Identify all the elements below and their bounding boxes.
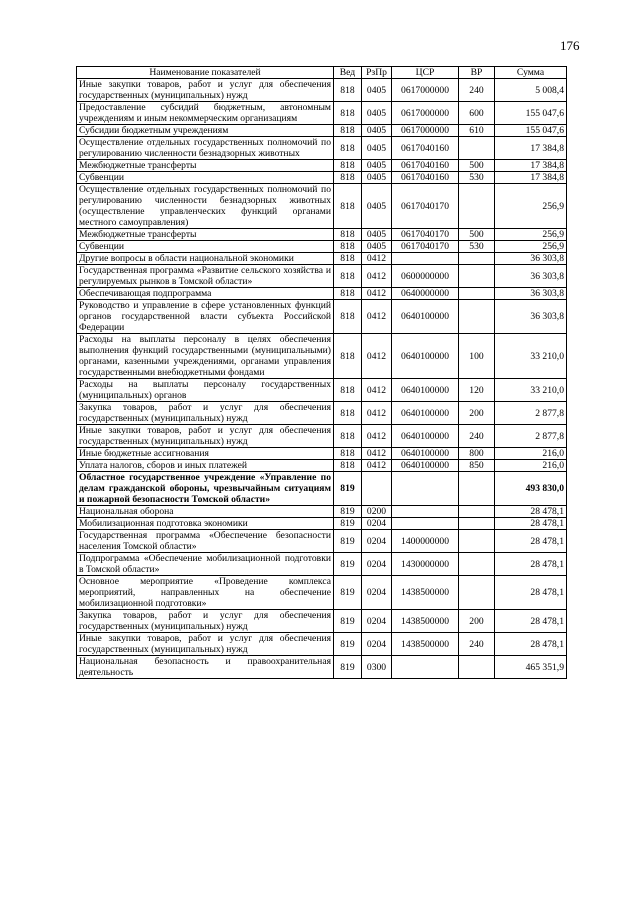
cell-sum: 493 830,0	[495, 472, 567, 506]
cell-rzpr: 0412	[362, 334, 392, 379]
cell-vr: 100	[459, 334, 495, 379]
table-row	[77, 553, 567, 576]
cell-rzpr: 0405	[362, 137, 392, 160]
cell-vr: 200	[459, 610, 495, 633]
cell-vr: 200	[459, 402, 495, 425]
cell-vr	[459, 656, 495, 679]
table-row	[77, 379, 567, 402]
table-row	[77, 79, 567, 102]
cell-sum: 36 303,8	[495, 265, 567, 288]
cell-ved: 818	[334, 288, 362, 300]
cell-ved: 819	[334, 576, 362, 610]
column-header-vr: ВР	[459, 67, 495, 79]
cell-vr	[459, 530, 495, 553]
cell-csr: 0617040160	[392, 172, 459, 184]
cell-csr: 1438500000	[392, 610, 459, 633]
cell-ved: 818	[334, 102, 362, 125]
column-header-sum: Сумма	[495, 67, 567, 79]
cell-sum: 2 877,8	[495, 425, 567, 448]
cell-name: Иные бюджетные ассигнования	[77, 448, 334, 460]
cell-rzpr: 0412	[362, 265, 392, 288]
cell-ved: 819	[334, 518, 362, 530]
column-header-csr: ЦСР	[392, 67, 459, 79]
cell-ved: 818	[334, 448, 362, 460]
cell-name: Расходы на выплаты персоналу государственных (муниципальных) органов	[77, 379, 334, 402]
cell-sum: 36 303,8	[495, 253, 567, 265]
cell-name: Субвенции	[77, 172, 334, 184]
cell-csr: 0617000000	[392, 102, 459, 125]
table-row	[77, 137, 567, 160]
cell-sum: 256,9	[495, 241, 567, 253]
cell-name: Областное государственное учреждение «Управление по делам гражданской обороны, чрезвычайным ситуациям и пожарной безопасности Томской области»	[77, 472, 334, 506]
cell-csr: 0640100000	[392, 379, 459, 402]
column-header-rzpr: РзПр	[362, 67, 392, 79]
cell-sum: 28 478,1	[495, 506, 567, 518]
cell-ved: 818	[334, 160, 362, 172]
table-row	[77, 425, 567, 448]
table-row	[77, 576, 567, 610]
table-row	[77, 448, 567, 460]
cell-rzpr	[362, 472, 392, 506]
cell-name: Другие вопросы в области национальной экономики	[77, 253, 334, 265]
cell-rzpr: 0405	[362, 79, 392, 102]
cell-name: Субсидии бюджетным учреждениям	[77, 125, 334, 137]
cell-rzpr: 0412	[362, 402, 392, 425]
cell-rzpr: 0405	[362, 125, 392, 137]
cell-sum: 28 478,1	[495, 518, 567, 530]
column-header-name: Наименование показателей	[77, 67, 334, 79]
cell-name: Межбюджетные трансферты	[77, 160, 334, 172]
table-row	[77, 472, 567, 506]
cell-ved: 818	[334, 137, 362, 160]
cell-ved: 819	[334, 530, 362, 553]
cell-name: Закупка товаров, работ и услуг для обеспечения государственных (муниципальных) нужд	[77, 402, 334, 425]
cell-vr: 240	[459, 633, 495, 656]
cell-ved: 818	[334, 300, 362, 334]
cell-name: Обеспечивающая подпрограмма	[77, 288, 334, 300]
cell-csr	[392, 253, 459, 265]
cell-sum: 256,9	[495, 229, 567, 241]
cell-ved: 818	[334, 79, 362, 102]
cell-rzpr: 0412	[362, 300, 392, 334]
cell-name: Субвенции	[77, 241, 334, 253]
cell-csr: 0640100000	[392, 334, 459, 379]
cell-rzpr: 0405	[362, 160, 392, 172]
cell-csr: 0617040160	[392, 137, 459, 160]
budget-table	[76, 66, 567, 679]
cell-sum: 28 478,1	[495, 610, 567, 633]
cell-name: Мобилизационная подготовка экономики	[77, 518, 334, 530]
cell-name: Национальная оборона	[77, 506, 334, 518]
cell-csr: 0640100000	[392, 425, 459, 448]
cell-sum: 5 008,4	[495, 79, 567, 102]
cell-ved: 819	[334, 656, 362, 679]
cell-sum: 17 384,8	[495, 160, 567, 172]
cell-rzpr: 0412	[362, 253, 392, 265]
table-body	[77, 79, 567, 679]
cell-ved: 818	[334, 229, 362, 241]
cell-rzpr: 0405	[362, 102, 392, 125]
cell-csr: 0617040160	[392, 160, 459, 172]
cell-name: Руководство и управление в сфере установленных функций органов государственной власти субъекта Российской Федерации	[77, 300, 334, 334]
cell-rzpr: 0412	[362, 425, 392, 448]
cell-sum: 33 210,0	[495, 379, 567, 402]
cell-ved: 819	[334, 506, 362, 518]
cell-csr: 1430000000	[392, 553, 459, 576]
table-row	[77, 610, 567, 633]
cell-sum: 36 303,8	[495, 300, 567, 334]
cell-sum: 216,0	[495, 460, 567, 472]
cell-rzpr: 0405	[362, 184, 392, 229]
cell-rzpr: 0204	[362, 633, 392, 656]
table-row	[77, 460, 567, 472]
cell-name: Иные закупки товаров, работ и услуг для обеспечения государственных (муниципальных) нужд	[77, 79, 334, 102]
cell-vr	[459, 300, 495, 334]
cell-csr: 0640100000	[392, 448, 459, 460]
cell-csr: 0600000000	[392, 265, 459, 288]
cell-vr	[459, 518, 495, 530]
cell-rzpr: 0412	[362, 460, 392, 472]
cell-csr	[392, 518, 459, 530]
table-row	[77, 229, 567, 241]
cell-sum: 155 047,6	[495, 125, 567, 137]
cell-vr: 610	[459, 125, 495, 137]
table-row	[77, 518, 567, 530]
cell-name: Государственная программа «Обеспечение безопасности населения Томской области»	[77, 530, 334, 553]
cell-csr: 0640100000	[392, 300, 459, 334]
cell-rzpr: 0412	[362, 288, 392, 300]
cell-vr	[459, 506, 495, 518]
table-row	[77, 530, 567, 553]
cell-vr: 800	[459, 448, 495, 460]
cell-sum: 36 303,8	[495, 288, 567, 300]
cell-csr	[392, 656, 459, 679]
cell-ved: 819	[334, 610, 362, 633]
cell-sum: 28 478,1	[495, 576, 567, 610]
cell-vr: 240	[459, 425, 495, 448]
cell-vr: 500	[459, 160, 495, 172]
cell-rzpr: 0204	[362, 530, 392, 553]
cell-vr: 500	[459, 229, 495, 241]
table-row	[77, 172, 567, 184]
cell-rzpr: 0405	[362, 172, 392, 184]
cell-csr: 0617040170	[392, 241, 459, 253]
cell-name: Осуществление отдельных государственных полномочий по регулированию численности безнадзорных животных (осуществление управленческих функций органами местного самоуправления)	[77, 184, 334, 229]
cell-csr	[392, 506, 459, 518]
table-row	[77, 241, 567, 253]
cell-ved: 818	[334, 425, 362, 448]
cell-sum: 17 384,8	[495, 137, 567, 160]
cell-ved: 818	[334, 402, 362, 425]
cell-vr	[459, 137, 495, 160]
table-row	[77, 102, 567, 125]
cell-name: Национальная безопасность и правоохранительная деятельность	[77, 656, 334, 679]
cell-ved: 818	[334, 460, 362, 472]
cell-name: Осуществление отдельных государственных полномочий по регулированию численности безнадзорных животных	[77, 137, 334, 160]
cell-vr	[459, 472, 495, 506]
cell-name: Расходы на выплаты персоналу в целях обеспечения выполнения функций государственными (муниципальными) органами, казенными учреждениями, органами управления государственными внебюджетными фондами	[77, 334, 334, 379]
cell-name: Уплата налогов, сборов и иных платежей	[77, 460, 334, 472]
cell-sum: 17 384,8	[495, 172, 567, 184]
cell-ved: 818	[334, 172, 362, 184]
cell-rzpr: 0204	[362, 518, 392, 530]
cell-rzpr: 0412	[362, 379, 392, 402]
table-row	[77, 300, 567, 334]
table-header-row	[77, 67, 567, 79]
cell-rzpr: 0204	[362, 610, 392, 633]
table-row	[77, 633, 567, 656]
cell-ved: 818	[334, 379, 362, 402]
cell-rzpr: 0405	[362, 241, 392, 253]
page-number: 176	[560, 38, 580, 53]
cell-vr	[459, 265, 495, 288]
cell-vr: 850	[459, 460, 495, 472]
cell-name: Иные закупки товаров, работ и услуг для обеспечения государственных (муниципальных) нужд	[77, 633, 334, 656]
table-row	[77, 265, 567, 288]
cell-ved: 819	[334, 553, 362, 576]
cell-name: Государственная программа «Развитие сельского хозяйства и регулируемых рынков в Томской области»	[77, 265, 334, 288]
cell-name: Межбюджетные трансферты	[77, 229, 334, 241]
cell-rzpr: 0405	[362, 229, 392, 241]
cell-csr: 0640000000	[392, 288, 459, 300]
cell-csr: 0640100000	[392, 402, 459, 425]
cell-rzpr: 0300	[362, 656, 392, 679]
cell-vr	[459, 553, 495, 576]
cell-ved: 818	[334, 241, 362, 253]
cell-vr	[459, 288, 495, 300]
cell-csr: 1400000000	[392, 530, 459, 553]
table-row	[77, 184, 567, 229]
cell-vr: 530	[459, 172, 495, 184]
cell-sum: 28 478,1	[495, 633, 567, 656]
cell-csr: 0617040170	[392, 229, 459, 241]
cell-csr: 0617000000	[392, 125, 459, 137]
cell-sum: 256,9	[495, 184, 567, 229]
cell-ved: 818	[334, 253, 362, 265]
cell-csr: 0617040170	[392, 184, 459, 229]
cell-csr: 1438500000	[392, 633, 459, 656]
cell-name: Основное мероприятие «Проведение комплекса мероприятий, направленных на обеспечение мобилизационной подготовки»	[77, 576, 334, 610]
cell-sum: 33 210,0	[495, 334, 567, 379]
cell-ved: 818	[334, 125, 362, 137]
cell-vr: 240	[459, 79, 495, 102]
cell-name: Закупка товаров, работ и услуг для обеспечения государственных (муниципальных) нужд	[77, 610, 334, 633]
table-row	[77, 656, 567, 679]
cell-sum: 2 877,8	[495, 402, 567, 425]
cell-rzpr: 0412	[362, 448, 392, 460]
cell-vr	[459, 184, 495, 229]
cell-csr: 1438500000	[392, 576, 459, 610]
cell-ved: 818	[334, 184, 362, 229]
cell-sum: 28 478,1	[495, 530, 567, 553]
cell-vr	[459, 576, 495, 610]
cell-sum: 216,0	[495, 448, 567, 460]
cell-rzpr: 0204	[362, 576, 392, 610]
cell-name: Предоставление субсидий бюджетным, автономным учреждениям и иным некоммерческим организациям	[77, 102, 334, 125]
cell-vr: 530	[459, 241, 495, 253]
cell-csr: 0617000000	[392, 79, 459, 102]
cell-ved: 819	[334, 472, 362, 506]
cell-sum: 28 478,1	[495, 553, 567, 576]
cell-rzpr: 0204	[362, 553, 392, 576]
cell-vr	[459, 253, 495, 265]
cell-rzpr: 0200	[362, 506, 392, 518]
cell-csr	[392, 472, 459, 506]
cell-name: Иные закупки товаров, работ и услуг для обеспечения государственных (муниципальных) нужд	[77, 425, 334, 448]
table-row	[77, 402, 567, 425]
cell-vr: 600	[459, 102, 495, 125]
cell-ved: 818	[334, 265, 362, 288]
table-row	[77, 160, 567, 172]
table-row	[77, 334, 567, 379]
cell-ved: 819	[334, 633, 362, 656]
cell-sum: 155 047,6	[495, 102, 567, 125]
table-row	[77, 253, 567, 265]
table-row	[77, 506, 567, 518]
cell-sum: 465 351,9	[495, 656, 567, 679]
column-header-ved: Вед	[334, 67, 362, 79]
table-row	[77, 288, 567, 300]
cell-vr: 120	[459, 379, 495, 402]
table-row	[77, 125, 567, 137]
cell-name: Подпрограмма «Обеспечение мобилизационной подготовки в Томской области»	[77, 553, 334, 576]
cell-ved: 818	[334, 334, 362, 379]
cell-csr: 0640100000	[392, 460, 459, 472]
